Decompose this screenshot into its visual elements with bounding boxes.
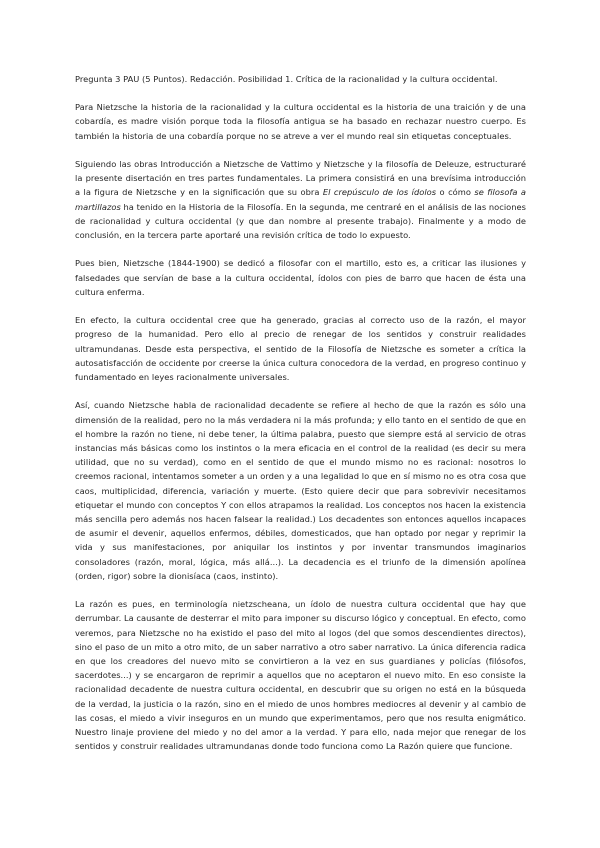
paragraph-structure-text-a: Siguiendo las obras Introducción a Nietzsche de Vattimo y Nietzsche y la filosofía de Deleuze, estructuraré la presente disertación en tres partes fundamentales. La primera consistirá en una brevísima introducción a la figura de Nietzsche y en la significación que su obra (75, 159, 526, 198)
subtitle-italic: se filosofa a martillazos (75, 187, 526, 212)
question-title: Pregunta 3 PAU (5 Puntos). Redacción. Posibilidad 1. Crítica de la racionalidad y la cultura occidental. (75, 74, 498, 84)
paragraph-nietzsche-hammer: Pues bien, Nietzsche (1844-1900) se dedicó a filosofar con el martillo, esto es, a criticar las ilusiones y falsedades que servían de base a la cultura occidental, ídolos con pies de barro que hacen de ésta una cultura enferma. (75, 258, 526, 297)
paragraph-structure-text-c: ha tenido en la Historia de la Filosofía. En la segunda, me centraré en el análisis de las nociones de racionalidad y cultura occidental (y que dan nombre al presente trabajo). Finalmente y a modo de conclusión, en la tercera parte aportaré una revisión crítica de todo lo expuesto. (75, 201, 526, 241)
book-title-italic: El crepúsculo de los ídolos (322, 187, 437, 198)
paragraph-structure (75, 157, 526, 242)
paragraph-introduction: Para Nietzsche la historia de la racionalidad y la cultura occidental es la historia de una traición y de una cobardía, es madre visión porque toda la filosofía antigua se ha basado en rechazar nuestro cuerpo. Es también la historia de una cobardía porque no se atreve a ver el mundo real sin etiquetas conceptuales. (75, 102, 526, 141)
paragraph-structure-text-b: o cómo (436, 187, 475, 198)
document-body (75, 72, 526, 768)
paragraph-reason-idol: La razón es pues, en terminología nietzscheana, un ídolo de nuestra cultura occidental que hay que derrumbar. La causante de desterrar el mito para imponer su discurso lógico y conceptual. En efecto, como veremos, para Nietzsche no ha existido el paso del mito al logos (del que somos descendientes directos), sino el paso de un mito a otro mito, de un saber narrativo a otro saber narrativo. La única diferencia radica en que los creadores del nuevo mito se convirtieron a la vez en sus guardianes y policías (filósofos, sacerdotes...) y se encargaron de reprimir a aquellos que no aceptaron el nuevo mito. En eso consiste la racionalidad decadente de nuestra cultura occidental, en descubrir que su origen no está en la búsqueda de la verdad, la justicia o la razón, sino en el miedo de unos hombres mediocres al devenir y al cambio de las cosas, el miedo a vivir inseguros en un mundo que experimentamos, pero que nos resulta enigmático. Nuestro linaje proviene del miedo y no del amor a la verdad. Y para ello, nada mejor que renegar de los sentidos y construir realidades ultramundanas donde todo funciona como La Razón quiere que funcione. (75, 599, 526, 752)
paragraph-western-culture: En efecto, la cultura occidental cree que ha generado, gracias al correcto uso de la razón, el mayor progreso de la humanidad. Pero ello al precio de renegar de los sentidos y construir realidades ultramundanas. Desde esta perspectiva, el sentido de la Filosofía de Nietzsche es someter a crítica la autosatisfacción de occidente por creerse la única cultura conocedora de la verdad, en progreso continuo y fundamentado en leyes racionalmente universales. (75, 315, 526, 383)
paragraph-decadent-rationality: Así, cuando Nietzsche habla de racionalidad decadente se refiere al hecho de que la razón es sólo una dimensión de la realidad, pero no la más verdadera ni la más profunda; y ello tanto en el sentido de que en el hombre la razón no tiene, ni debe tener, la última palabra, puesto que siempre está al servicio de otras instancias más básicas como los instintos o la mera eficacia en el control de la realidad (es decir su mera utilidad, que no su verdad), como en el sentido de que el mundo mismo no es racional: nosotros lo creemos racional, intentamos someter a un orden y a una legalidad lo que en sí mismo no es otra cosa que caos, multiplicidad, diferencia, variación y muerte. (Esto quiere decir que para sobrevivir necesitamos etiquetar el mundo con conceptos Y con ellos atrapamos la realidad. Los conceptos nos hacen la existencia más sencilla pero además nos hacen falsear la realidad.) Los decadentes son entonces aquellos incapaces de asumir el devenir, aquellos enfermos, débiles, domesticados, que han optado por negar y reprimir la vida y sus manifestaciones, por aniquilar los instintos y por inventar transmundos imaginarios consoladores (razón, moral, lógica, más allá...). La decadencia es el triunfo de la dimensión apolínea (orden, rigor) sobre la dionisíaca (caos, instinto). (75, 400, 526, 581)
